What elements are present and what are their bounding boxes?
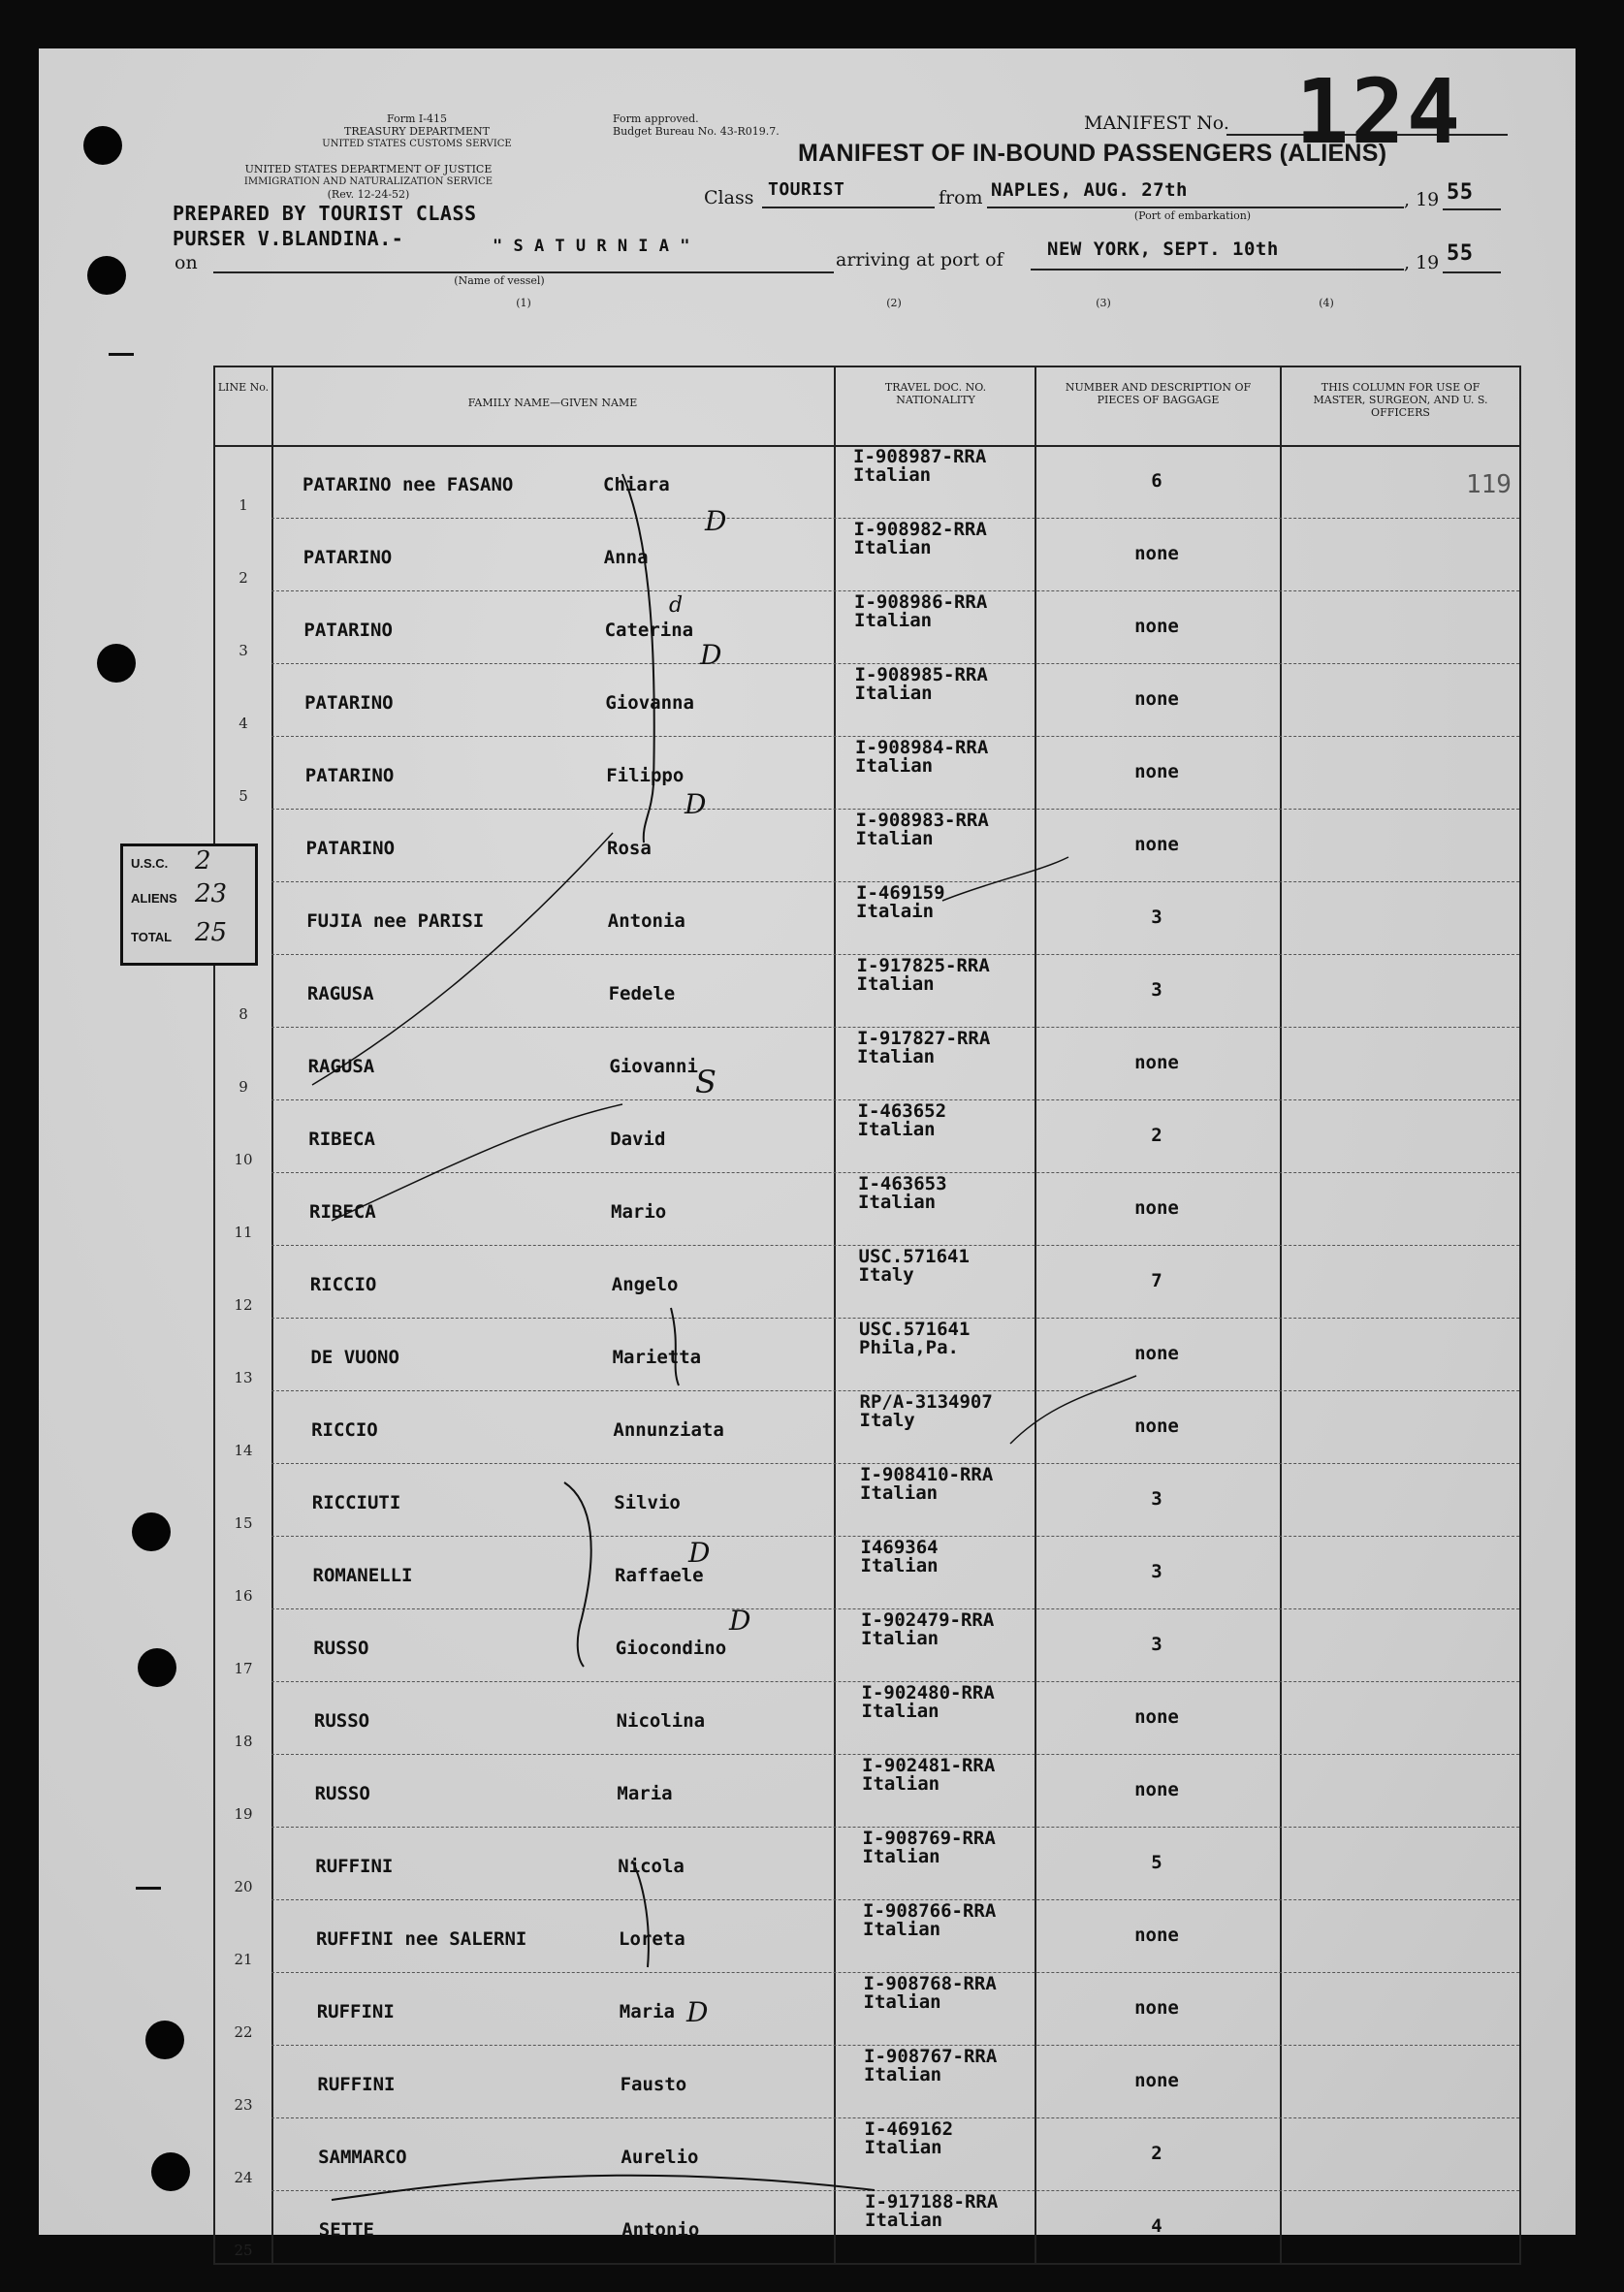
- nationality: Italian: [857, 1119, 936, 1140]
- baggage: none: [1134, 1706, 1179, 1728]
- family-name: RUFFINI: [315, 1856, 394, 1877]
- from-label: from: [939, 187, 983, 208]
- prepared-line-2: PURSER V.BLANDINA.-: [173, 227, 404, 250]
- baggage: none: [1134, 761, 1179, 782]
- travel-doc-no: USC.571641: [858, 1246, 970, 1267]
- given-name: Fausto: [620, 2074, 687, 2095]
- baggage: 3: [1151, 1488, 1162, 1510]
- family-name: RUFFINI: [317, 2074, 396, 2095]
- given-name: Silvio: [614, 1492, 681, 1513]
- approved-line-1: Form approved.: [613, 112, 699, 125]
- travel-doc-no: I-902480-RRA: [861, 1682, 995, 1703]
- stamp-total-label: TOTAL: [131, 930, 173, 944]
- given-name: David: [610, 1129, 666, 1150]
- line-number: 1: [239, 496, 248, 514]
- manifest-no-label: MANIFEST No.: [1084, 112, 1229, 134]
- mark-D-3: D: [700, 639, 722, 671]
- mark-D-5: D: [688, 1537, 711, 1569]
- given-name: Anna: [603, 547, 649, 568]
- baggage: 6: [1151, 470, 1162, 492]
- family-name: RICCIUTI: [311, 1492, 401, 1513]
- family-name: RUFFINI: [316, 2001, 395, 2022]
- stamp-usc-value: 2: [195, 846, 211, 875]
- on-label: on: [175, 252, 198, 273]
- manifest-page: [39, 48, 1576, 2259]
- family-name: PATARINO: [303, 547, 393, 568]
- family-name: RUSSO: [314, 1783, 370, 1804]
- form-number: Form I-415: [387, 112, 447, 125]
- given-name: Angelo: [611, 1274, 679, 1295]
- line-number: 16: [234, 1587, 253, 1605]
- year-rule-1: [1443, 208, 1501, 210]
- check-stroke-2: [332, 1104, 622, 1221]
- family-name: PATARINO: [304, 692, 394, 714]
- baggage: none: [1134, 1997, 1179, 2019]
- margin-tick-2: [136, 1887, 161, 1890]
- passenger-table: [213, 366, 1521, 2265]
- given-name: Mario: [611, 1201, 667, 1223]
- baggage: 5: [1151, 1852, 1162, 1873]
- travel-doc-no: I-908767-RRA: [864, 2046, 998, 2067]
- handwritten-annotations: [215, 367, 1519, 2263]
- year-prefix-2: , 19: [1404, 252, 1440, 273]
- line-number: 3: [239, 642, 248, 659]
- baggage: none: [1134, 1925, 1179, 1946]
- travel-doc-no: I-908769-RRA: [862, 1828, 996, 1849]
- punch-hole-7: [151, 2152, 190, 2191]
- family-name: SAMMARCO: [318, 2147, 407, 2168]
- travel-doc-no: I-908982-RRA: [853, 519, 987, 540]
- bracket-stroke-1: [622, 474, 654, 843]
- given-name: Marietta: [612, 1347, 702, 1368]
- stamp-usc-label: U.S.C.: [131, 856, 169, 871]
- baggage: none: [1134, 1343, 1179, 1364]
- from-rule: [987, 207, 1404, 208]
- stamp-total-value: 25: [195, 918, 228, 947]
- nationality: Italian: [860, 1482, 939, 1504]
- line-number: 12: [234, 1296, 253, 1314]
- travel-doc-no: I-469159: [856, 882, 945, 904]
- given-name: Giovanni: [609, 1056, 698, 1077]
- line-number: 5: [239, 787, 248, 805]
- check-stroke-4: [1010, 1376, 1136, 1444]
- mark-D-7: D: [686, 1996, 709, 2028]
- punch-hole-6: [145, 2021, 184, 2059]
- class-value: TOURIST: [768, 179, 845, 200]
- column-number-2: (2): [886, 297, 902, 309]
- bracket-stroke-3: [671, 1308, 679, 1385]
- baggage: 7: [1151, 1270, 1162, 1291]
- col-header-line: LINE No.: [217, 381, 270, 394]
- vessel-rule: [213, 271, 834, 273]
- travel-doc-no: I-917188-RRA: [865, 2191, 999, 2212]
- family-name: RAGUSA: [307, 1056, 375, 1077]
- travel-doc-no: I-908768-RRA: [863, 1973, 997, 1994]
- baggage: none: [1134, 2070, 1179, 2091]
- family-name: ROMANELLI: [312, 1565, 413, 1586]
- vessel-name: " S A T U R N I A ": [493, 237, 690, 256]
- family-name: FUJIA nee PARISI: [306, 910, 485, 932]
- check-stroke-1: [312, 833, 613, 1085]
- baggage: 2: [1151, 2143, 1162, 2164]
- year-value-1: 55: [1447, 180, 1474, 205]
- bracket-stroke-2: [564, 1482, 591, 1667]
- given-name: Filippo: [606, 765, 685, 786]
- travel-doc-no: I-469162: [864, 2118, 954, 2140]
- nationality: Italian: [862, 1773, 940, 1795]
- nationality: Italian: [863, 1919, 941, 1940]
- baggage: 3: [1151, 1561, 1162, 1582]
- mark-D-4: D: [685, 788, 707, 820]
- stamp-aliens-label: ALIENS: [131, 891, 177, 906]
- given-name: Fedele: [608, 983, 676, 1004]
- justice-line-2: IMMIGRATION AND NATURALIZATION SERVICE: [243, 176, 494, 187]
- given-name: Rosa: [607, 838, 652, 859]
- baggage: 3: [1151, 907, 1162, 928]
- nationality: Italain: [856, 901, 935, 922]
- stamp-aliens-value: 23: [195, 879, 228, 908]
- margin-tick-1: [109, 353, 134, 356]
- travel-doc-no: I-908987-RRA: [853, 446, 987, 467]
- nationality: Italian: [855, 828, 934, 849]
- travel-doc-no: I-902481-RRA: [862, 1755, 996, 1776]
- justice-line-1: UNITED STATES DEPARTMENT OF JUSTICE: [244, 163, 493, 175]
- travel-doc-no: USC.571641: [859, 1319, 971, 1340]
- travel-doc-no: I-463652: [857, 1100, 947, 1122]
- line-number: 13: [234, 1369, 253, 1386]
- bracket-stroke-4: [632, 1861, 649, 1967]
- column-number-3: (3): [1096, 297, 1111, 309]
- travel-doc-no: RP/A-3134907: [859, 1391, 993, 1413]
- nationality: Italian: [861, 1628, 939, 1649]
- line-number: 8: [239, 1005, 248, 1023]
- nationality: Italian: [855, 755, 934, 777]
- nationality: Italian: [863, 1991, 941, 2013]
- line-number: 24: [234, 2169, 253, 2186]
- baggage: none: [1134, 1197, 1179, 1219]
- manifest-title: MANIFEST OF IN-BOUND PASSENGERS (ALIENS): [798, 140, 1387, 167]
- justice-line-3: (Rev. 12-24-52): [327, 188, 410, 201]
- family-name: RUSSO: [313, 1638, 369, 1659]
- line-number: 25: [234, 2242, 253, 2259]
- travel-doc-no: I-902479-RRA: [861, 1609, 995, 1631]
- given-name: Maria: [617, 1783, 673, 1804]
- baggage: none: [1134, 834, 1179, 855]
- class-label: Class: [704, 187, 754, 208]
- mark-D-6: D: [729, 1605, 751, 1637]
- given-name: Caterina: [604, 620, 694, 641]
- family-name: RIBECA: [308, 1129, 375, 1150]
- nationality: Italian: [862, 1846, 940, 1867]
- family-name: DE VUONO: [310, 1347, 399, 1368]
- punch-hole-1: [83, 126, 122, 165]
- line-number: 15: [234, 1514, 253, 1532]
- col-header-name: FAMILY NAME—GIVEN NAME: [467, 397, 638, 409]
- family-name: RIBECA: [309, 1201, 376, 1223]
- punch-hole-2: [87, 256, 126, 295]
- mark-S-1: S: [695, 1064, 716, 1100]
- baggage: 3: [1151, 979, 1162, 1001]
- column-number-4: (4): [1319, 297, 1334, 309]
- nationality: Italian: [864, 2064, 942, 2085]
- check-stroke-3: [942, 857, 1068, 901]
- given-name: Maria: [619, 2001, 675, 2022]
- arriving-label: arriving at port of: [836, 249, 1003, 271]
- family-name: PATARINO nee FASANO: [303, 474, 514, 495]
- mark-D-1: D: [705, 505, 727, 537]
- line-number: 10: [234, 1151, 253, 1168]
- prepared-line-1: PREPARED BY TOURIST CLASS: [173, 202, 477, 225]
- baggage: 4: [1151, 2215, 1162, 2237]
- family-name: RUFFINI nee SALERNI: [316, 1928, 527, 1950]
- line-number: 17: [234, 1660, 253, 1677]
- travel-doc-no: I-908986-RRA: [854, 591, 988, 613]
- baggage: 3: [1151, 1634, 1162, 1655]
- nationality: Italy: [858, 1264, 914, 1286]
- family-name: SETTE: [318, 2219, 374, 2241]
- given-name: Antonio: [621, 2219, 700, 2241]
- given-name: Nicolina: [616, 1710, 706, 1732]
- nationality: Italian: [865, 2210, 943, 2231]
- travel-doc-no: I-908984-RRA: [855, 737, 989, 758]
- given-name: Raffaele: [615, 1565, 704, 1586]
- baggage: none: [1134, 543, 1179, 564]
- given-name: Nicola: [618, 1856, 685, 1877]
- travel-doc-no: I-463653: [858, 1173, 947, 1194]
- line-number: 14: [234, 1442, 253, 1459]
- punch-hole-4: [132, 1512, 171, 1551]
- given-name: Giocondino: [615, 1638, 727, 1659]
- line-number: 22: [234, 2023, 253, 2041]
- line-number: 23: [234, 2096, 253, 2114]
- line-number: 2: [239, 569, 248, 587]
- nationality: Italian: [860, 1555, 939, 1576]
- family-name: RICCIO: [311, 1419, 378, 1441]
- nationality: Italian: [854, 610, 933, 631]
- given-name: Loreta: [619, 1928, 685, 1950]
- family-name: RAGUSA: [306, 983, 374, 1004]
- family-name: RUSSO: [313, 1710, 370, 1732]
- given-name: Antonia: [607, 910, 685, 932]
- baggage: none: [1134, 616, 1179, 637]
- line-number: 21: [234, 1951, 253, 1968]
- nationality: Italian: [856, 973, 935, 995]
- line-number: 19: [234, 1805, 253, 1823]
- count-stamp: [120, 844, 258, 966]
- travel-doc-no: I-917827-RRA: [857, 1028, 991, 1049]
- arrival-value: NEW YORK, SEPT. 10th: [1047, 239, 1279, 260]
- travel-doc-no: I-908985-RRA: [854, 664, 988, 685]
- col-header-officers: THIS COLUMN FOR USE OF MASTER, SURGEON, AND U. S. OFFICERS: [1313, 381, 1488, 419]
- baggage: none: [1134, 1416, 1179, 1437]
- treasury-line-2: UNITED STATES CUSTOMS SERVICE: [322, 139, 512, 149]
- baggage: 2: [1151, 1125, 1162, 1146]
- line-number: 18: [234, 1733, 253, 1750]
- family-name: PATARINO: [304, 765, 395, 786]
- line-number: 20: [234, 1878, 253, 1895]
- class-rule: [762, 207, 935, 208]
- family-name: PATARINO: [303, 620, 393, 641]
- column-number-1: (1): [516, 297, 531, 309]
- travel-doc-no: I-908983-RRA: [855, 810, 989, 831]
- from-value: NAPLES, AUG. 27th: [991, 179, 1188, 201]
- travel-doc-no: I-917825-RRA: [856, 955, 990, 976]
- line-number: 11: [234, 1224, 253, 1241]
- embark-note: (Port of embarkation): [1133, 209, 1252, 222]
- col-header-travel: TRAVEL DOC. NO. NATIONALITY: [884, 381, 987, 406]
- baggage: none: [1134, 688, 1179, 710]
- given-name: Giovanna: [605, 692, 694, 714]
- travel-doc-no: I-908410-RRA: [860, 1464, 994, 1485]
- signature-stroke: [332, 2176, 875, 2200]
- line-number: 9: [239, 1078, 248, 1096]
- manifest-number: 124: [1295, 60, 1463, 164]
- nationality: Italian: [854, 683, 933, 704]
- nationality: Phila,Pa.: [859, 1337, 959, 1358]
- treasury-line-1: TREASURY DEPARTMENT: [344, 125, 490, 138]
- punch-hole-3: [97, 644, 136, 683]
- family-name: PATARINO: [305, 838, 396, 859]
- baggage: none: [1134, 1779, 1179, 1800]
- year-rule-2: [1443, 271, 1501, 273]
- given-name: Chiara: [603, 474, 670, 495]
- given-name: Annunziata: [613, 1419, 724, 1441]
- line-number: 4: [239, 715, 248, 732]
- officer-note: 119: [1466, 470, 1512, 499]
- given-name: Aurelio: [621, 2147, 699, 2168]
- baggage: none: [1134, 1052, 1179, 1073]
- nationality: Italian: [864, 2137, 942, 2158]
- nationality: Italian: [858, 1192, 937, 1213]
- nationality: Italian: [857, 1046, 936, 1067]
- travel-doc-no: I-908766-RRA: [863, 1900, 997, 1922]
- year-prefix-1: , 19: [1404, 189, 1440, 210]
- nationality: Italy: [859, 1410, 915, 1431]
- mark-d-2: d: [669, 593, 684, 618]
- punch-hole-5: [138, 1648, 176, 1687]
- travel-doc-no: I469364: [860, 1537, 939, 1558]
- arrival-rule: [1031, 269, 1404, 271]
- family-name: RICCIO: [309, 1274, 377, 1295]
- year-value-2: 55: [1447, 241, 1474, 266]
- nationality: Italian: [853, 537, 932, 558]
- nationality: Italian: [853, 464, 932, 486]
- nationality: Italian: [861, 1701, 939, 1722]
- approved-line-2: Budget Bureau No. 43-R019.7.: [613, 125, 780, 138]
- col-header-baggage: NUMBER AND DESCRIPTION OF PIECES OF BAGGAGE: [1065, 381, 1252, 406]
- vessel-note: (Name of vessel): [454, 274, 545, 287]
